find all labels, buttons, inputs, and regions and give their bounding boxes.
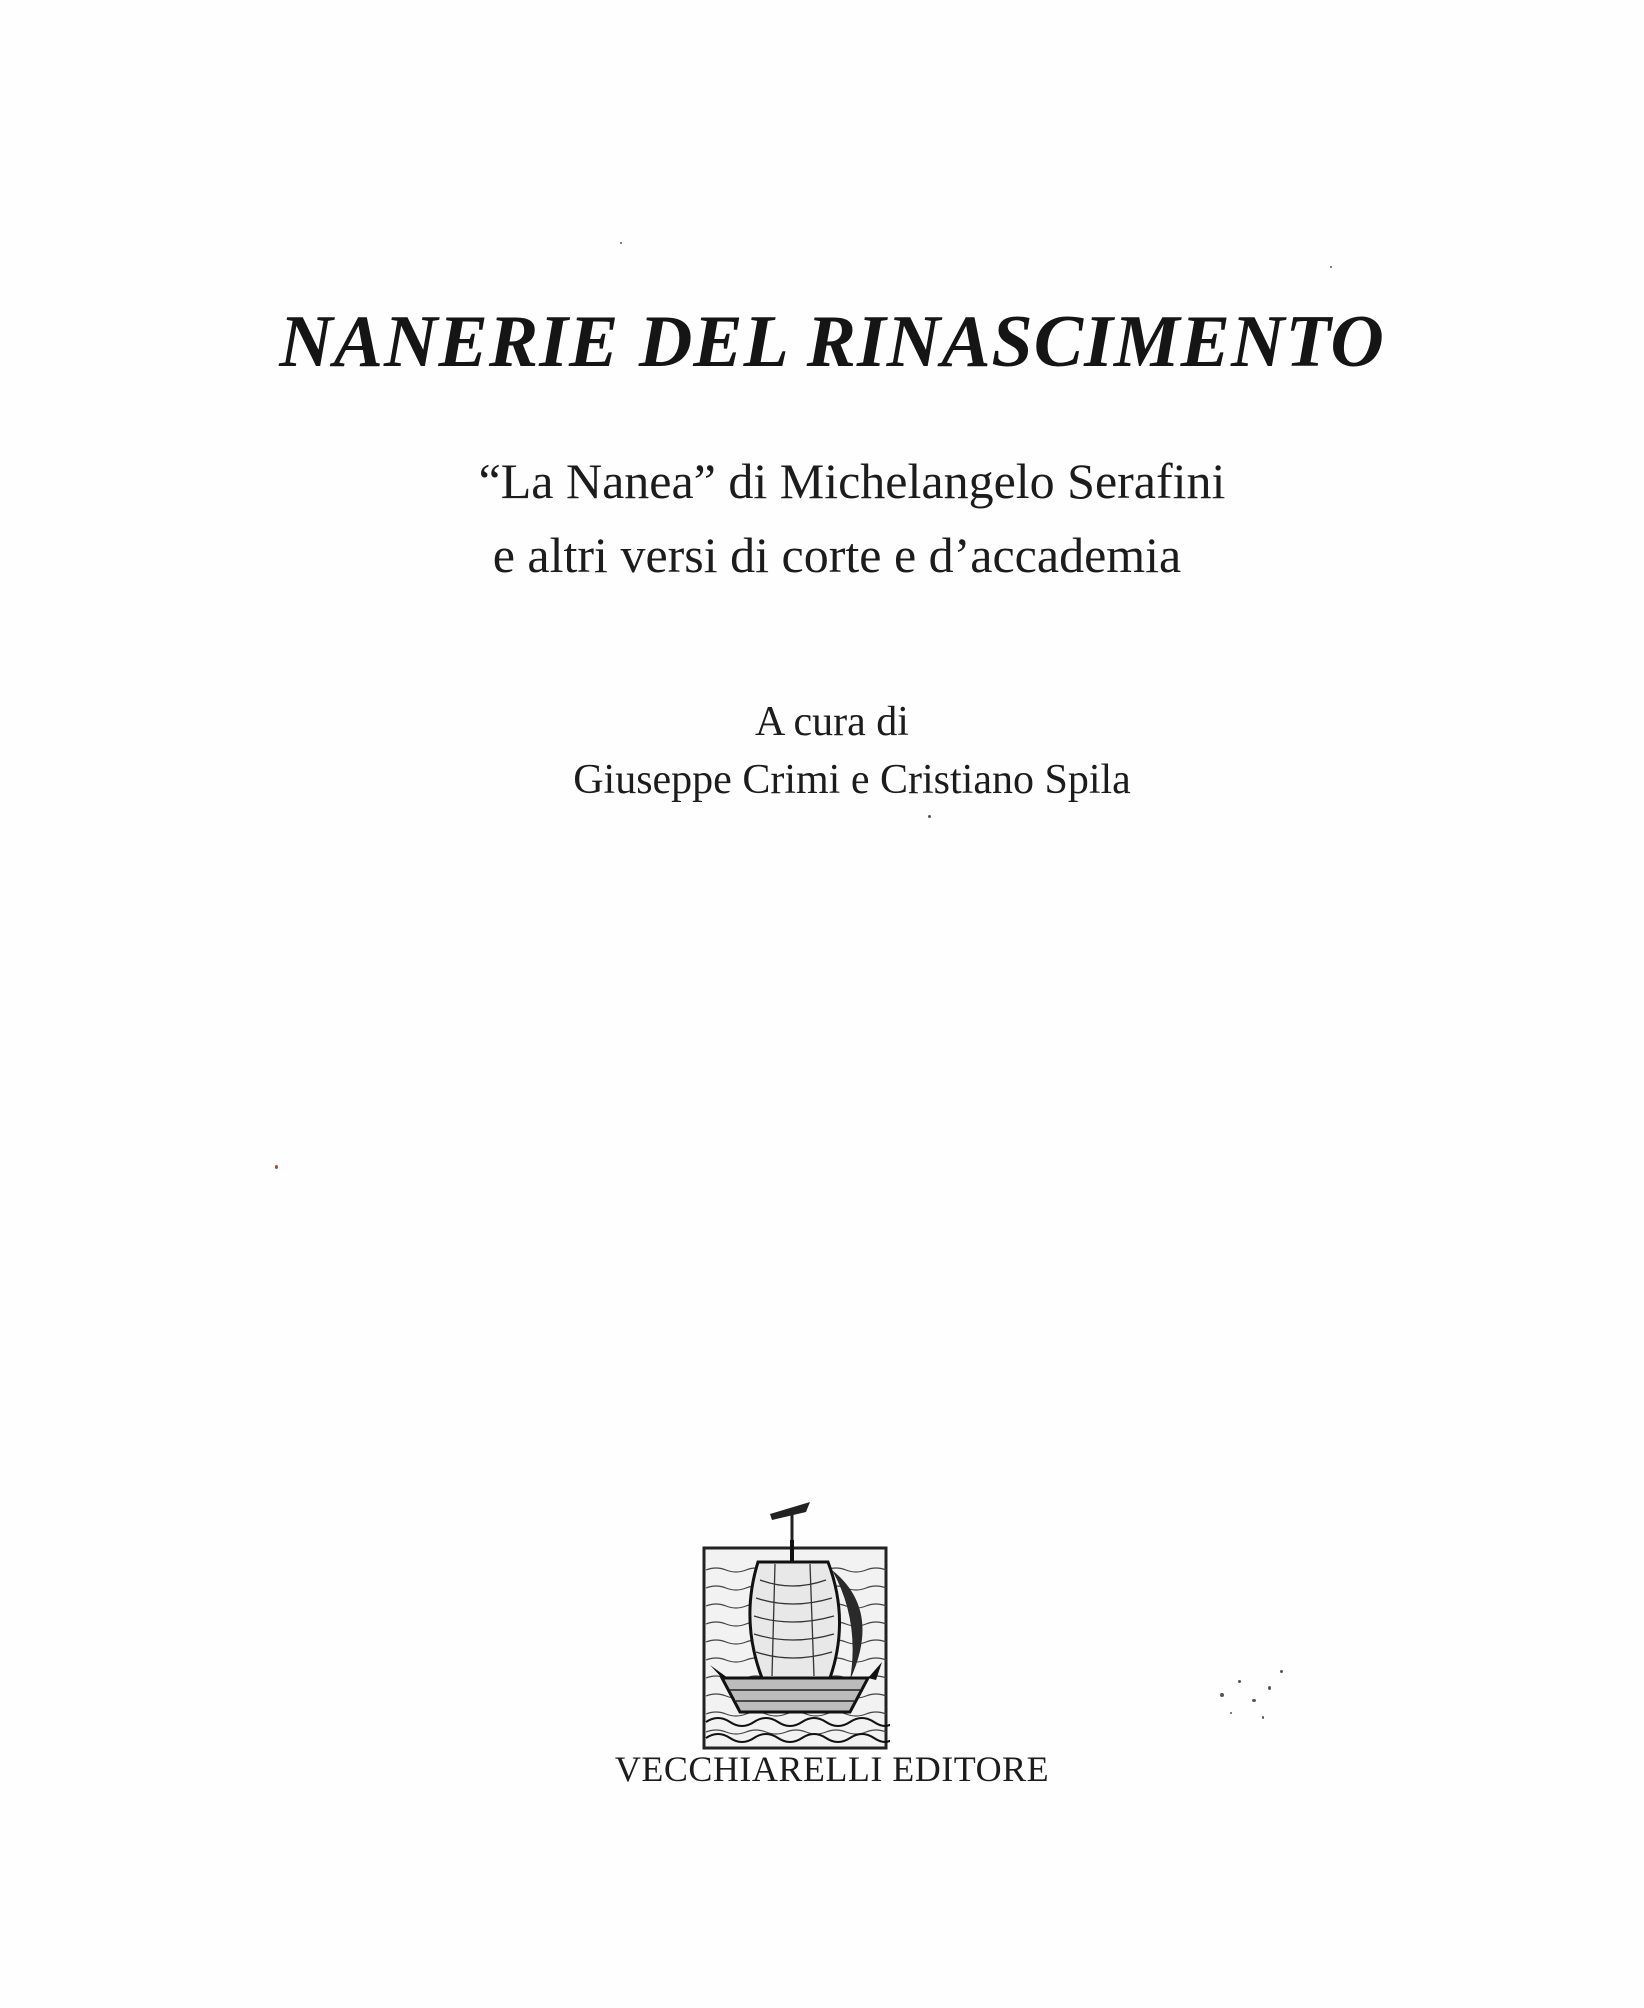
scan-speck	[1252, 1699, 1256, 1702]
scan-speck	[1330, 266, 1332, 268]
scan-speck	[275, 1165, 278, 1169]
ship-icon	[700, 1500, 890, 1755]
publisher-name: VECCHIARELLI EDITORE	[614, 1749, 1050, 1789]
scan-speck	[1268, 1686, 1271, 1690]
editors-names: Giuseppe Crimi e Cristiano Spila	[573, 757, 1131, 803]
scan-speck	[1230, 1712, 1232, 1714]
scan-speck	[1238, 1680, 1241, 1683]
book-title: NANERIE DEL RINASCIMENTO	[279, 301, 1385, 383]
scan-speck	[1220, 1693, 1224, 1697]
editors-label: A cura di	[755, 699, 909, 745]
subtitle-line-1: “La Nanea” di Michelangelo Serafini	[478, 453, 1226, 509]
scan-speck	[620, 242, 622, 244]
scan-speck	[928, 815, 931, 818]
scan-speck	[1280, 1670, 1283, 1673]
scan-speck	[1262, 1716, 1264, 1719]
subtitle-line-2: e altri versi di corte e d’accademia	[492, 527, 1182, 583]
